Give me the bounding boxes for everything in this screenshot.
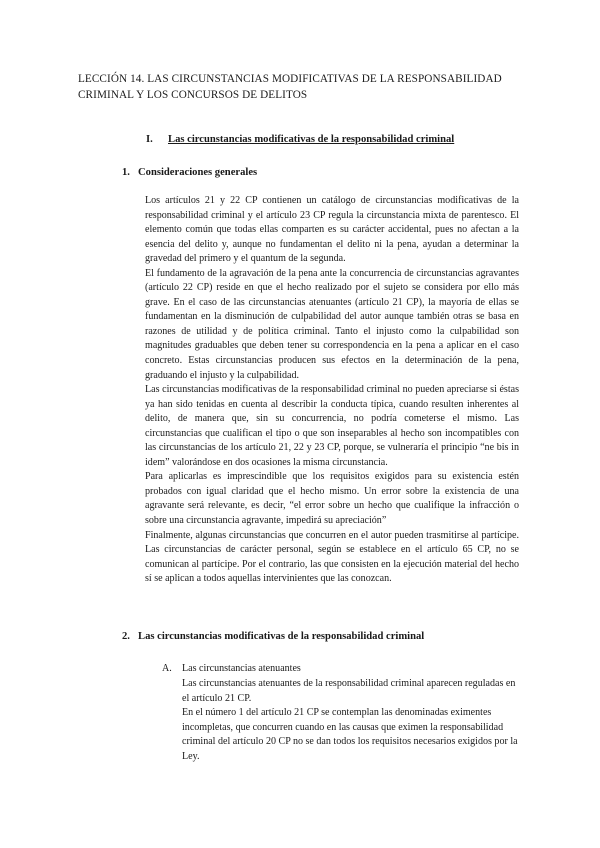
lesson-title: LECCIÓN 14. LAS CIRCUNSTANCIAS MODIFICATIVAS DE LA RESPONSABILIDAD CRIMINAL Y LOS CONCURSOS DE DELITOS [78, 73, 502, 101]
section-heading [146, 133, 454, 147]
paragraph: Para aplicarlas es imprescindible que los requisitos exigidos para su existencia estén probados con igual claridad que el hecho mismo. Un error sobre la existencia de una agravante será relevante, es decir, “el error sobre un hecho que cualifique la infracción o sobre una circunstancia agravante, impedirá su apreciación” [145, 471, 519, 527]
paragraph: Finalmente, algunas circunstancias que concurren en el autor pueden trasmitirse al partícipe. Las circunstancias de carácter personal, según se establece en el artículo 65 CP, no se comunican al partícipe. Por el contrario, las que consisten en la ejecución material del hecho sí se aplican a todos aquellas intervinientes que las conozcan. [145, 529, 519, 585]
paragraph: En el número 1 del artículo 21 CP se contemplan las denominadas eximentes incompletas, que concurren cuando en las causas que eximen la responsabilidad criminal del artículo 20 CP no se dan todos los requisitos necesarios exigidos por la Ley. [182, 707, 518, 762]
subsection-heading-1 [122, 166, 257, 180]
section-title: Las circunstancias modificativas de la responsabilidad criminal [168, 134, 455, 145]
subsection-heading-2 [122, 630, 424, 644]
list-marker: A. [162, 663, 172, 674]
paragraph: Los artículos 21 y 22 CP contienen un catálogo de circunstancias modificativas de la responsabilidad criminal y el artículo 23 CP regula la circunstancia mixta de parentesco. El elemento común que todas ellas comparten es su carácter accidental, pues no afectan a la esencia del delito y, aunque no fundamentan el delito ni la pena, ayudan a determinar la gravedad del primero y el quantum de la segunda. [145, 195, 519, 265]
section-number: I. [146, 134, 153, 145]
subsection-title: Consideraciones generales [138, 167, 258, 178]
subsection-number: 2. [122, 631, 130, 642]
list-item-title: Las circunstancias atenuantes [182, 663, 301, 674]
subsection-title: Las circunstancias modificativas de la responsabilidad criminal [138, 631, 425, 642]
list-item-a [162, 662, 522, 677]
subsection-number: 1. [122, 167, 130, 178]
paragraph: Las circunstancias atenuantes de la responsabilidad criminal aparecen reguladas en el artículo 21 CP. [182, 678, 516, 704]
paragraph: El fundamento de la agravación de la pena ante la concurrencia de circunstancias agravantes (artículo 22 CP) reside en que el hecho realizado por el sujeto se considera por ello más grave. En el caso de las circunstancias atenuantes (artículo 21 CP), la mayoría de ellas se fundamentan en la disminución de culpabilidad del autor aunque también otras se basa en razones de utilidad y de política criminal. Tanto el injusto como la culpabilidad son magnitudes graduables que deben tener su correspondencia en la pena a aplicar en el caso concreto. Estas circunstancias producen sus efectos en la determinación de la pena, graduando el injusto y la culpabilidad. [145, 267, 519, 381]
paragraph: Las circunstancias modificativas de la responsabilidad criminal no pueden apreciarse si éstas ya han sido tenidas en cuenta al describir la conducta típica, cuando resulten inherentes al delito, de manera que, sin su concurrencia, no podría cometerse el mismo. Las circunstancias que cualifican el tipo o que son inseparables al hecho son incompatibles con las circunstancias de los artículo 21, 22 y 23 CP, porque, se vulneraría el principio “ne bis in idem” valorándose en dos ocasiones la misma circunstancia. [145, 384, 519, 468]
list-item-a-body [182, 677, 518, 764]
subsection-1-body [145, 194, 519, 587]
